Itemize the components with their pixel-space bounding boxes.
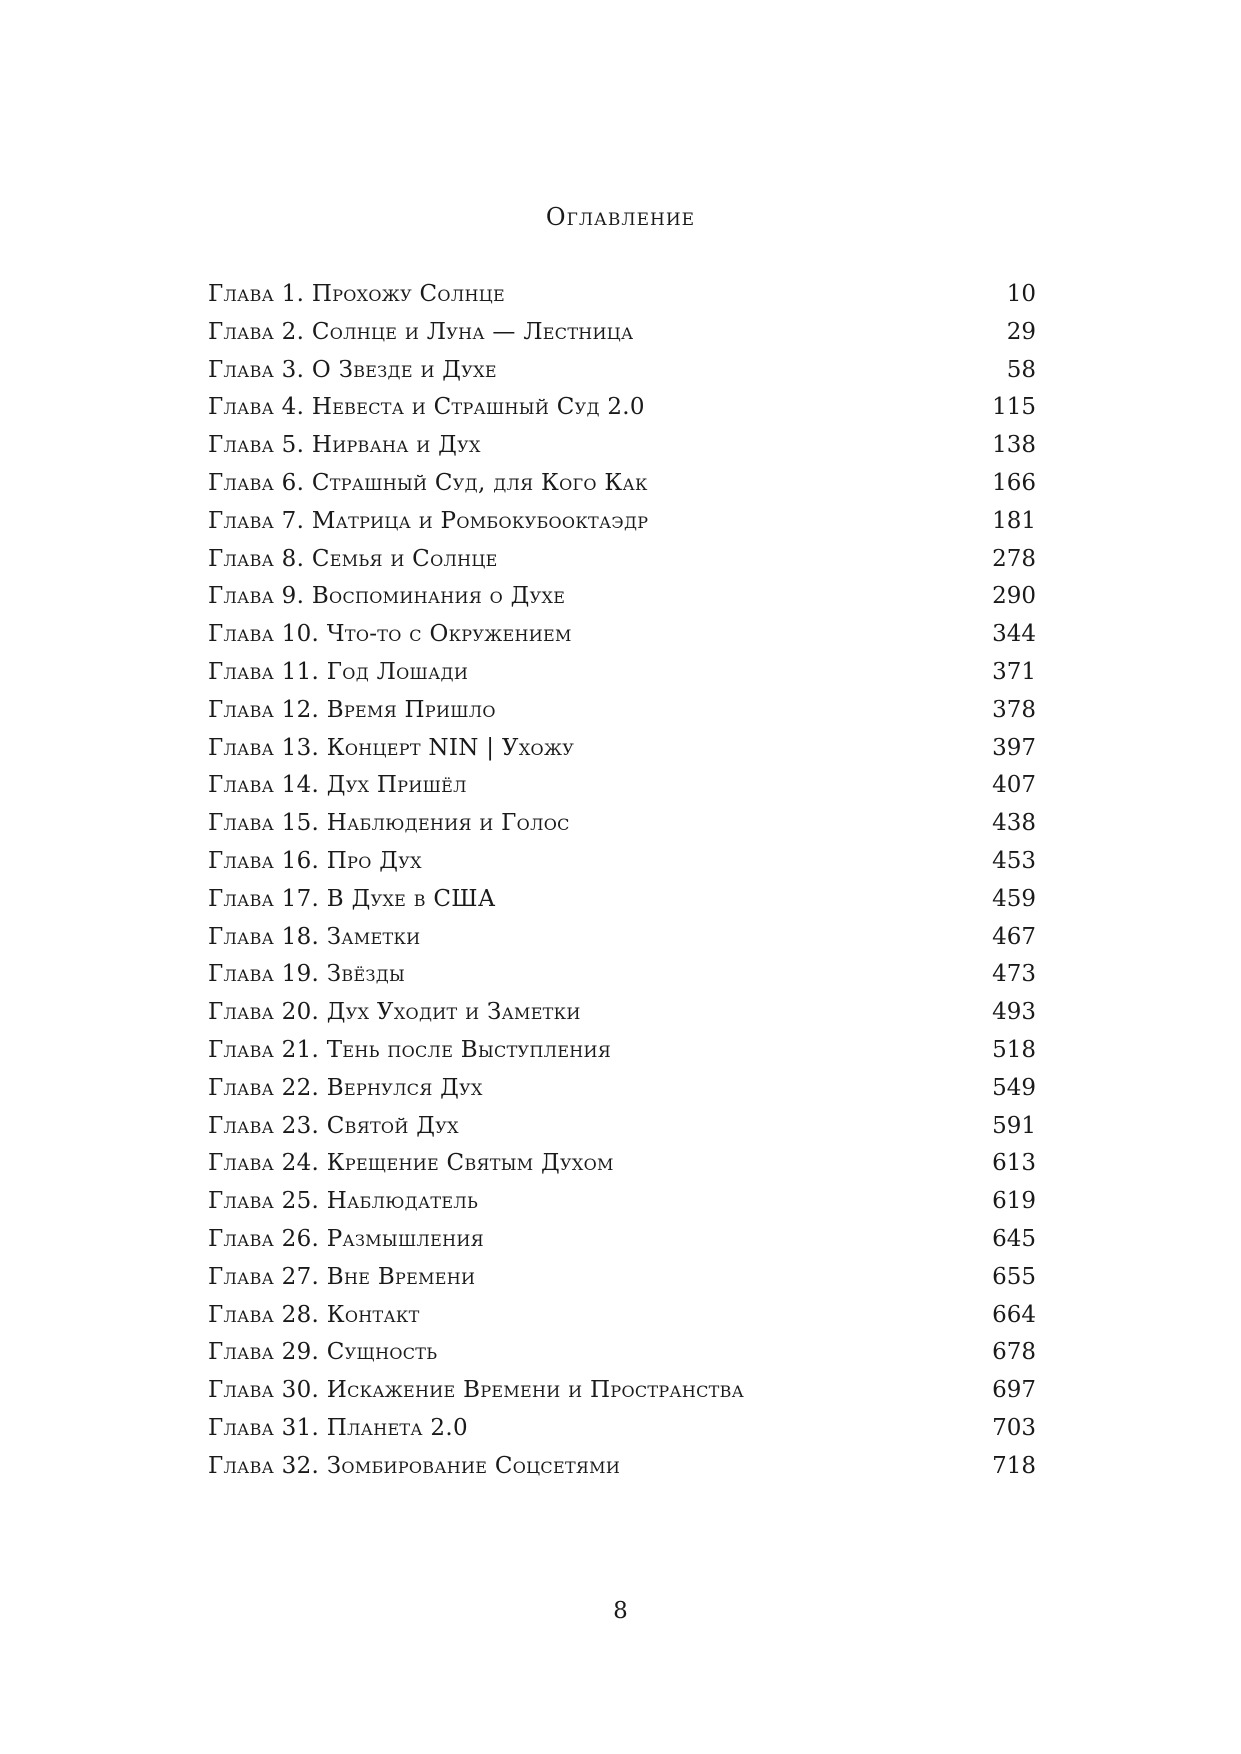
toc-entry[interactable] — [208, 1221, 1036, 1259]
toc-entry[interactable] — [208, 994, 1036, 1032]
toc-entry-page-number: 619 — [992, 1188, 1036, 1215]
toc-entry-page-number: 591 — [992, 1112, 1036, 1139]
toc-entry[interactable] — [208, 1297, 1036, 1335]
toc-entry-title: Глава 30. Искажение Времени и Пространства — [208, 1377, 745, 1404]
toc-entry[interactable] — [208, 427, 1036, 465]
toc-entry-title: Глава 16. Про Дух — [208, 847, 422, 874]
toc-entry-title: Глава 32. Зомбирование Соцсетями — [208, 1452, 621, 1479]
toc-entry-title: Глава 19. Звёзды — [208, 961, 406, 988]
toc-entry[interactable] — [208, 1183, 1036, 1221]
toc-heading: Оглавление — [545, 203, 696, 231]
toc-entry-title: Глава 1. Прохожу Солнце — [208, 281, 505, 307]
toc-entry-page-number: 549 — [992, 1074, 1036, 1101]
toc-entry-title: Глава 11. Год Лошади — [208, 658, 469, 685]
toc-entry-title: Глава 24. Крещение Святым Духом — [208, 1150, 614, 1177]
toc-entry[interactable] — [208, 654, 1036, 692]
toc-entry[interactable] — [208, 843, 1036, 881]
toc-entry-title: Глава 10. Что-то с Окружением — [208, 621, 572, 648]
toc-entry-title: Глава 29. Сущность — [208, 1339, 438, 1366]
toc-entry-title: Глава 5. Нирвана и Дух — [208, 432, 481, 459]
toc-entry-page-number: 58 — [1006, 356, 1036, 383]
toc-entry-title: Глава 7. Матрица и Ромбокубооктаэдр — [208, 507, 649, 534]
toc-entry-title: Глава 22. Вернулся Дух — [208, 1074, 483, 1101]
toc-entry-title: Глава 17. В Духе в США — [208, 885, 496, 912]
toc-entry-page-number: 697 — [992, 1377, 1036, 1404]
toc-entry[interactable] — [208, 465, 1036, 503]
toc-entry[interactable] — [208, 503, 1036, 541]
toc-entry-page-number: 678 — [992, 1339, 1036, 1366]
toc-entry-page-number: 407 — [992, 772, 1036, 799]
toc-entry-title: Глава 8. Семья и Солнце — [208, 545, 498, 572]
toc-entry-title: Глава 25. Наблюдатель — [208, 1188, 479, 1215]
toc-entry-page-number: 371 — [992, 658, 1036, 685]
toc-entry-page-number: 613 — [992, 1150, 1036, 1177]
toc-entry[interactable] — [208, 578, 1036, 616]
toc-entry-title: Глава 31. Планета 2.0 — [208, 1414, 468, 1441]
toc-entry-page-number: 290 — [992, 583, 1036, 610]
toc-entry[interactable] — [208, 389, 1036, 427]
toc-entry-title: Глава 26. Размышления — [208, 1225, 484, 1252]
toc-entry-page-number: 718 — [992, 1452, 1036, 1479]
toc-entry-title: Глава 9. Воспоминания о Духе — [208, 583, 566, 610]
toc-entry-page-number: 138 — [992, 432, 1036, 459]
toc-entry[interactable] — [208, 314, 1036, 352]
toc-entry-page-number: 10 — [1006, 281, 1036, 307]
toc-entry[interactable] — [208, 616, 1036, 654]
toc-entry[interactable] — [208, 730, 1036, 768]
toc-entry-page-number: 29 — [1006, 318, 1036, 345]
toc-entry[interactable] — [208, 1032, 1036, 1070]
toc-entry[interactable] — [208, 1259, 1036, 1297]
toc-entry-page-number: 378 — [992, 696, 1036, 723]
toc-entry-title: Глава 3. О Звезде и Духе — [208, 356, 497, 383]
toc-entry[interactable] — [208, 956, 1036, 994]
page-number: 8 — [613, 1598, 628, 1624]
toc-entry-title: Глава 20. Дух Уходит и Заметки — [208, 999, 581, 1026]
toc-entry[interactable] — [208, 1145, 1036, 1183]
table-of-contents — [208, 276, 1036, 1486]
toc-entry-title: Глава 15. Наблюдения и Голос — [208, 810, 570, 837]
toc-entry-page-number: 181 — [992, 507, 1036, 534]
toc-entry[interactable] — [208, 881, 1036, 919]
toc-entry-page-number: 115 — [992, 394, 1036, 421]
toc-entry-page-number: 438 — [992, 810, 1036, 837]
toc-entry-page-number: 664 — [992, 1301, 1036, 1328]
toc-entry[interactable] — [208, 1410, 1036, 1448]
toc-entry-page-number: 467 — [992, 923, 1036, 950]
toc-entry[interactable] — [208, 1108, 1036, 1146]
toc-entry-page-number: 344 — [992, 621, 1036, 648]
toc-entry-page-number: 459 — [992, 885, 1036, 912]
toc-entry-page-number: 166 — [992, 469, 1036, 496]
toc-entry-page-number: 493 — [992, 999, 1036, 1026]
toc-entry-title: Глава 14. Дух Пришёл — [208, 772, 467, 799]
toc-entry-title: Глава 23. Святой Дух — [208, 1112, 459, 1139]
toc-entry-title: Глава 27. Вне Времени — [208, 1263, 476, 1290]
toc-entry[interactable] — [208, 692, 1036, 730]
toc-entry[interactable] — [208, 767, 1036, 805]
toc-entry[interactable] — [208, 352, 1036, 390]
toc-entry[interactable] — [208, 805, 1036, 843]
toc-entry[interactable] — [208, 1334, 1036, 1372]
toc-entry-title: Глава 28. Контакт — [208, 1301, 420, 1328]
toc-entry-title: Глава 21. Тень после Выступления — [208, 1036, 612, 1063]
toc-entry-title: Глава 13. Концерт NIN | Ухожу — [208, 734, 575, 761]
toc-entry-title: Глава 2. Солнце и Луна — Лестница — [208, 318, 634, 345]
toc-entry[interactable] — [208, 1448, 1036, 1486]
toc-entry-page-number: 518 — [992, 1036, 1036, 1063]
toc-entry[interactable] — [208, 1372, 1036, 1410]
toc-entry-page-number: 645 — [992, 1225, 1036, 1252]
toc-entry-page-number: 655 — [992, 1263, 1036, 1290]
toc-entry[interactable] — [208, 919, 1036, 957]
toc-entry-title: Глава 18. Заметки — [208, 923, 421, 950]
toc-entry-title: Глава 4. Невеста и Страшный Суд 2.0 — [208, 394, 645, 421]
toc-entry-page-number: 703 — [992, 1414, 1036, 1441]
toc-entry[interactable] — [208, 541, 1036, 579]
toc-entry[interactable] — [208, 1070, 1036, 1108]
toc-entry[interactable] — [208, 276, 1036, 314]
toc-entry-title: Глава 12. Время Пришло — [208, 696, 496, 723]
toc-entry-page-number: 278 — [992, 545, 1036, 572]
toc-entry-page-number: 453 — [992, 847, 1036, 874]
toc-entry-page-number: 397 — [992, 734, 1036, 761]
toc-entry-page-number: 473 — [992, 961, 1036, 988]
toc-entry-title: Глава 6. Страшный Суд, для Кого Как — [208, 469, 648, 496]
